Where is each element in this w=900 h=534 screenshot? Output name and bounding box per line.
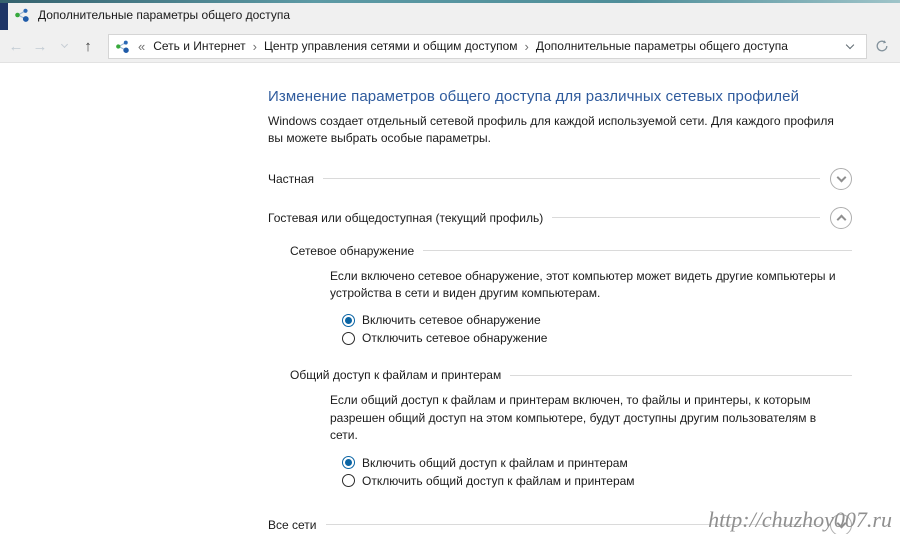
option-enable-file-printer-sharing[interactable] <box>342 456 852 470</box>
chevron-up-icon <box>836 214 846 224</box>
window-top-edge <box>0 0 900 3</box>
network-discovery-options <box>342 313 852 345</box>
subsection-network-discovery <box>290 244 852 258</box>
chevron-down-icon <box>60 41 67 48</box>
chevron-down-icon <box>846 40 854 48</box>
subsection-title: Сетевое обнаружение <box>290 243 415 258</box>
breadcrumb-item-advanced-sharing[interactable]: Дополнительные параметры общего доступа <box>535 39 788 53</box>
refresh-button[interactable] <box>870 34 894 59</box>
up-button[interactable] <box>76 34 100 58</box>
sharing-app-icon <box>14 7 30 23</box>
profile-row-private <box>268 168 852 190</box>
chevron-down-icon <box>836 172 846 182</box>
address-history-dropdown[interactable] <box>840 45 860 48</box>
divider <box>552 217 820 218</box>
option-enable-network-discovery[interactable] <box>342 313 852 327</box>
breadcrumb-separator: › <box>252 38 257 54</box>
option-label: Включить общий доступ к файлам и принтерам <box>362 455 628 470</box>
intro-text: Windows создает отдельный сетевой профиль для каждой используемой сети. Для каждого профиля вы можете выбрать особые параметры. <box>268 114 834 145</box>
radio-unselected-icon[interactable] <box>342 474 355 487</box>
forward-button[interactable] <box>28 34 52 58</box>
page-title: Изменение параметров общего доступа для различных сетевых профилей <box>268 88 800 105</box>
titlebar-left-strip <box>0 0 8 30</box>
expand-private-button[interactable] <box>830 168 852 190</box>
profile-label-guest-public: Гостевая или общедоступная (текущий профиль) <box>268 210 544 225</box>
profile-label-all-networks: Все сети <box>268 517 317 532</box>
breadcrumb-item-network-internet[interactable]: Сеть и Интернет <box>153 39 246 53</box>
back-icon: ← <box>8 37 24 55</box>
file-printer-sharing-options <box>342 456 852 488</box>
option-disable-network-discovery[interactable] <box>342 331 852 345</box>
breadcrumb-item-network-sharing-center[interactable]: Центр управления сетями и общим доступом <box>264 39 518 53</box>
file-printer-sharing-description: Если общий доступ к файлам и принтерам включен, то файлы и принтеры, к которым разрешен общий доступ на этом компьютере, будут доступны другим пользователям в сети. <box>330 393 817 443</box>
option-label: Отключить сетевое обнаружение <box>362 331 548 346</box>
divider <box>423 250 852 251</box>
divider <box>510 375 852 376</box>
subsection-title: Общий доступ к файлам и принтерам <box>290 368 502 383</box>
address-bar[interactable] <box>108 34 867 59</box>
refresh-icon <box>875 39 889 53</box>
guest-public-expanded-panel <box>290 244 852 488</box>
radio-unselected-icon[interactable] <box>342 332 355 345</box>
back-button[interactable] <box>4 34 28 58</box>
divider <box>323 178 820 179</box>
profile-label-private: Частная <box>268 171 314 186</box>
collapse-guest-public-button[interactable] <box>830 207 852 229</box>
watermark: http://chuzhoy007.ru <box>708 507 892 532</box>
recent-pages-dropdown[interactable] <box>52 34 76 58</box>
breadcrumb-separator: › <box>524 38 529 54</box>
forward-icon: → <box>32 37 48 55</box>
option-disable-file-printer-sharing[interactable] <box>342 474 852 488</box>
up-icon: ↑ <box>84 37 92 55</box>
breadcrumb-overflow[interactable]: « <box>138 38 146 54</box>
profile-row-guest-public <box>268 207 852 229</box>
window-title: Дополнительные параметры общего доступа <box>38 8 291 22</box>
address-app-icon <box>115 39 130 54</box>
option-label: Включить сетевое обнаружение <box>362 313 541 328</box>
navigation-toolbar <box>0 30 900 63</box>
radio-selected-icon[interactable] <box>342 314 355 327</box>
option-label: Отключить общий доступ к файлам и принтерам <box>362 473 635 488</box>
network-discovery-description: Если включено сетевое обнаружение, этот компьютер может видеть другие компьютеры и устройства в сети и виден другим компьютерам. <box>330 268 836 300</box>
content-area <box>0 64 900 534</box>
subsection-file-printer-sharing <box>290 368 852 382</box>
radio-selected-icon[interactable] <box>342 456 355 469</box>
window-titlebar <box>0 0 900 30</box>
